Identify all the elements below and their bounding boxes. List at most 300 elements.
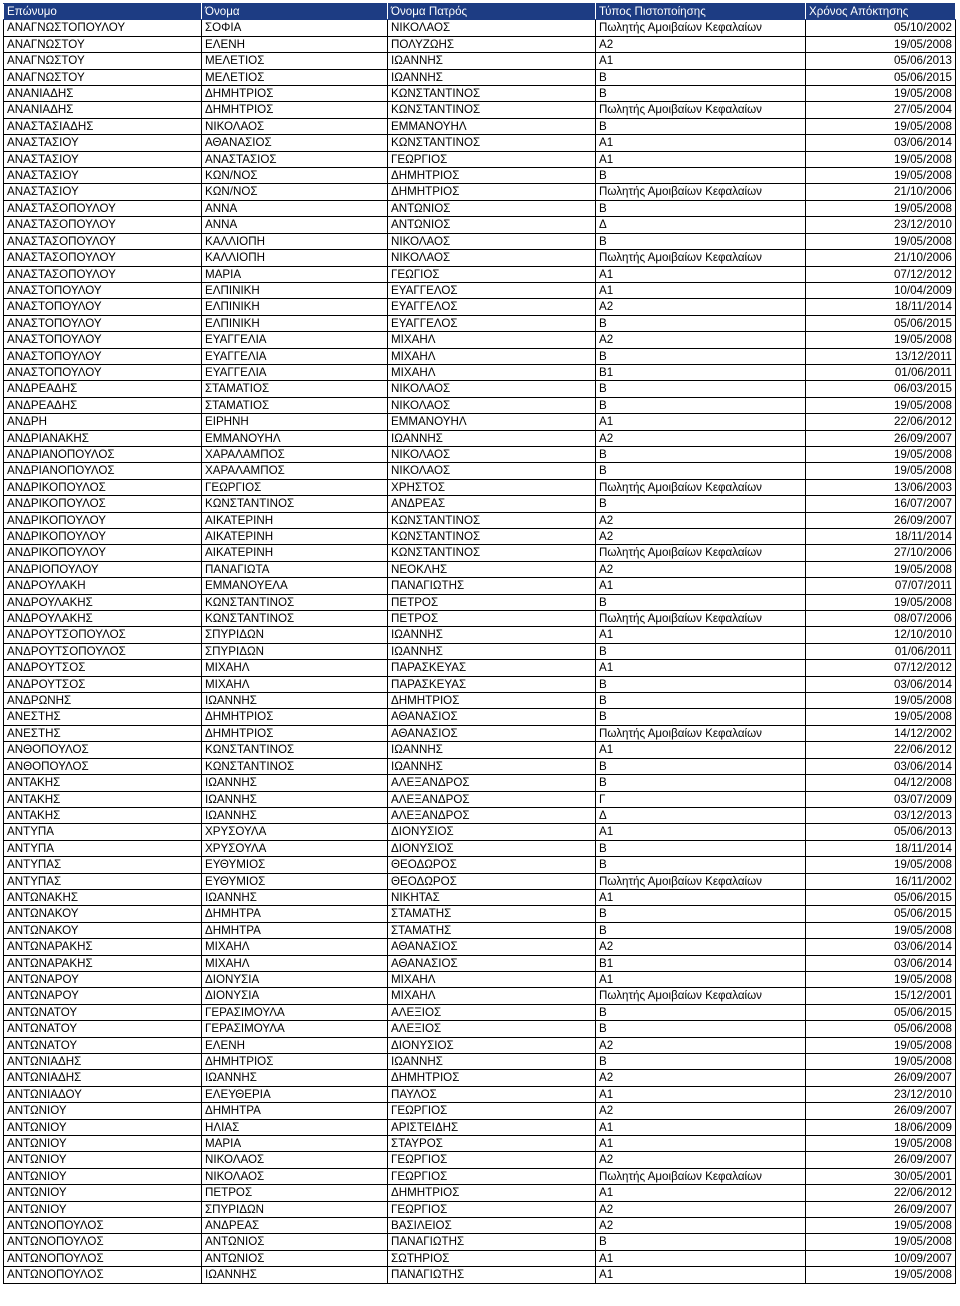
first-name-cell: ΙΩΑΝΝΗΣ [202,791,388,807]
father-name-cell: ΣΩΤΗΡΙΟΣ [388,1250,596,1266]
acquisition-date-cell: 06/03/2015 [806,381,956,397]
surname-cell: ΑΝΑΓΝΩΣΤΟΥ [4,69,202,85]
acquisition-date-cell: 19/05/2008 [806,1234,956,1250]
first-name-cell: ΕΙΡΗΝΗ [202,414,388,430]
father-name-cell: ΑΝΤΩΝΙΟΣ [388,217,596,233]
surname-cell: ΑΝΤΥΠΑ [4,824,202,840]
acquisition-date-cell: 07/07/2011 [806,578,956,594]
acquisition-date-cell: 19/05/2008 [806,971,956,987]
acquisition-date-cell: 03/07/2009 [806,791,956,807]
father-name-cell: ΝΙΚΟΛΑΟΣ [388,250,596,266]
surname-cell: ΑΝΤΩΝΑΚΗΣ [4,889,202,905]
father-name-cell: ΕΜΜΑΝΟΥΗΛ [388,414,596,430]
acquisition-date-cell: 19/05/2008 [806,118,956,134]
father-name-cell: ΝΕΟΚΛΗΣ [388,561,596,577]
column-header-father-name: Όνομα Πατρός [388,4,596,20]
acquisition-date-cell: 03/12/2013 [806,807,956,823]
father-name-cell: ΑΛΕΞΑΝΔΡΟΣ [388,775,596,791]
surname-cell: ΑΝΤΥΠΑΣ [4,857,202,873]
acquisition-date-cell: 19/05/2008 [806,922,956,938]
surname-cell: ΑΝΔΡΟΥΛΑΚΗΣ [4,611,202,627]
first-name-cell: ΕΥΘΥΜΙΟΣ [202,857,388,873]
table-row [4,151,956,167]
certification-type-cell: Α2 [596,1218,806,1234]
table-body [4,20,956,1283]
acquisition-date-cell: 03/06/2014 [806,955,956,971]
surname-cell: ΑΝΤΩΝΑΤΟΥ [4,1021,202,1037]
father-name-cell: ΓΕΩΡΓΙΟΣ [388,1168,596,1184]
table-row [4,20,956,36]
first-name-cell: ΕΥΑΓΓΕΛΙΑ [202,364,388,380]
father-name-cell: ΙΩΑΝΝΗΣ [388,627,596,643]
father-name-cell: ΧΡΗΣΤΟΣ [388,479,596,495]
first-name-cell: ΗΛΙΑΣ [202,1119,388,1135]
father-name-cell: ΝΙΚΟΛΑΟΣ [388,381,596,397]
father-name-cell: ΑΝΤΩΝΙΟΣ [388,200,596,216]
father-name-cell: ΑΛΕΞΙΟΣ [388,1004,596,1020]
father-name-cell: ΜΙΧΑΗΛ [388,348,596,364]
first-name-cell: ΧΡΥΣΟΥΛΑ [202,840,388,856]
surname-cell: ΑΝΤΩΝΙΑΔΟΥ [4,1086,202,1102]
surname-cell: ΑΝΤΩΝΑΤΟΥ [4,1037,202,1053]
acquisition-date-cell: 19/05/2008 [806,463,956,479]
column-header-acquisition-date: Χρόνος Απόκτησης [806,4,956,20]
father-name-cell: ΝΙΚΟΛΑΟΣ [388,397,596,413]
certification-type-cell: Α1 [596,627,806,643]
father-name-cell: ΙΩΑΝΝΗΣ [388,430,596,446]
acquisition-date-cell: 19/05/2008 [806,233,956,249]
surname-cell: ΑΝΑΣΤΑΣΙΟΥ [4,151,202,167]
certification-type-cell: Β [596,397,806,413]
surname-cell: ΑΝΑΓΝΩΣΤΟΠΟΥΛΟΥ [4,20,202,36]
father-name-cell: ΜΙΧΑΗΛ [388,971,596,987]
father-name-cell: ΠΑΝΑΓΙΩΤΗΣ [388,1267,596,1283]
table-row [4,561,956,577]
acquisition-date-cell: 05/06/2013 [806,824,956,840]
father-name-cell: ΑΛΕΞΙΟΣ [388,1021,596,1037]
table-row [4,807,956,823]
surname-cell: ΑΝΤΑΚΗΣ [4,807,202,823]
certification-type-cell: Α2 [596,939,806,955]
table-row [4,233,956,249]
surname-cell: ΑΝΔΡΟΥΛΑΚΗ [4,578,202,594]
father-name-cell: ΣΤΑΥΡΟΣ [388,1136,596,1152]
acquisition-date-cell: 19/05/2008 [806,397,956,413]
acquisition-date-cell: 16/11/2002 [806,873,956,889]
first-name-cell: ΚΑΛΛΙΟΠΗ [202,233,388,249]
surname-cell: ΑΝΑΣΤΑΣΟΠΟΥΛΟΥ [4,200,202,216]
certification-type-cell: Β [596,168,806,184]
table-row [4,69,956,85]
table-row [4,86,956,102]
first-name-cell: ΚΩΝΣΤΑΝΤΙΝΟΣ [202,742,388,758]
acquisition-date-cell: 19/05/2008 [806,1267,956,1283]
surname-cell: ΑΝΤΩΝΑΡΟΥ [4,971,202,987]
certification-type-cell: Α1 [596,824,806,840]
acquisition-date-cell: 08/07/2006 [806,611,956,627]
acquisition-date-cell: 03/06/2014 [806,939,956,955]
acquisition-date-cell: 19/05/2008 [806,1218,956,1234]
acquisition-date-cell: 19/05/2008 [806,561,956,577]
certification-type-cell: Α2 [596,332,806,348]
acquisition-date-cell: 07/12/2012 [806,266,956,282]
acquisition-date-cell: 15/12/2001 [806,988,956,1004]
father-name-cell: ΔΙΟΝΥΣΙΟΣ [388,824,596,840]
certification-type-cell: Β [596,922,806,938]
first-name-cell: ΔΗΜΗΤΡΑ [202,906,388,922]
acquisition-date-cell: 05/06/2015 [806,889,956,905]
father-name-cell: ΙΩΑΝΝΗΣ [388,1054,596,1070]
certification-type-cell: Α1 [596,1119,806,1135]
father-name-cell: ΠΟΛΥΖΩΗΣ [388,36,596,52]
table-row [4,299,956,315]
certification-table [3,3,956,1284]
first-name-cell: ΑΙΚΑΤΕΡΙΝΗ [202,512,388,528]
surname-cell: ΑΝΔΡΙΟΠΟΥΛΟΥ [4,561,202,577]
first-name-cell: ΕΛΕΝΗ [202,1037,388,1053]
table-row [4,282,956,298]
table-row [4,922,956,938]
surname-cell: ΑΝΔΡΙΚΟΠΟΥΛΟΥ [4,545,202,561]
father-name-cell: ΙΩΑΝΝΗΣ [388,53,596,69]
first-name-cell: ΜΑΡΙΑ [202,266,388,282]
father-name-cell: ΘΕΟΔΩΡΟΣ [388,873,596,889]
surname-cell: ΑΝΤΩΝΟΠΟΥΛΟΣ [4,1234,202,1250]
certification-type-cell: Πωλητής Αμοιβαίων Κεφαλαίων [596,545,806,561]
father-name-cell: ΚΩΝΣΤΑΝΤΙΝΟΣ [388,545,596,561]
father-name-cell: ΣΤΑΜΑΤΗΣ [388,906,596,922]
father-name-cell: ΘΕΟΔΩΡΟΣ [388,857,596,873]
table-row [4,791,956,807]
table-row [4,889,956,905]
certification-type-cell: Β [596,463,806,479]
acquisition-date-cell: 21/10/2006 [806,184,956,200]
first-name-cell: ΣΟΦΙΑ [202,20,388,36]
first-name-cell: ΝΙΚΟΛΑΟΣ [202,118,388,134]
surname-cell: ΑΝΔΡΙΑΝΟΠΟΥΛΟΣ [4,446,202,462]
table-row [4,463,956,479]
certification-type-cell: Α1 [596,1086,806,1102]
surname-cell: ΑΝΤΩΝΙΟΥ [4,1201,202,1217]
first-name-cell: ΑΝΔΡΕΑΣ [202,1218,388,1234]
acquisition-date-cell: 16/07/2007 [806,496,956,512]
father-name-cell: ΠΑΥΛΟΣ [388,1086,596,1102]
acquisition-date-cell: 19/05/2008 [806,693,956,709]
certification-type-cell: Πωλητής Αμοιβαίων Κεφαλαίων [596,873,806,889]
certification-type-cell: Β [596,200,806,216]
surname-cell: ΑΝΤΩΝΑΚΟΥ [4,922,202,938]
surname-cell: ΑΝΤΩΝΙΟΥ [4,1168,202,1184]
certification-type-cell: Α1 [596,660,806,676]
father-name-cell: ΚΩΝΣΤΑΝΤΙΝΟΣ [388,512,596,528]
certification-type-cell: Πωλητής Αμοιβαίων Κεφαλαίων [596,250,806,266]
certification-type-cell: Β [596,775,806,791]
surname-cell: ΑΝΤΩΝΙΟΥ [4,1103,202,1119]
father-name-cell: ΣΤΑΜΑΤΗΣ [388,922,596,938]
father-name-cell: ΑΘΑΝΑΣΙΟΣ [388,955,596,971]
surname-cell: ΑΝΔΡΟΥΤΣΟΠΟΥΛΟΣ [4,643,202,659]
table-row [4,627,956,643]
first-name-cell: ΙΩΑΝΝΗΣ [202,1070,388,1086]
acquisition-date-cell: 19/05/2008 [806,1136,956,1152]
table-row [4,1070,956,1086]
first-name-cell: ΑΙΚΑΤΕΡΙΝΗ [202,545,388,561]
header-row [4,4,956,20]
first-name-cell: ΧΡΥΣΟΥΛΑ [202,824,388,840]
table-row [4,184,956,200]
table-row [4,118,956,134]
certification-type-cell: Α2 [596,529,806,545]
table-row [4,545,956,561]
certification-type-cell: Α2 [596,1201,806,1217]
surname-cell: ΑΝΔΡΩΝΗΣ [4,693,202,709]
surname-cell: ΑΝΤΩΝΟΠΟΥΛΟΣ [4,1250,202,1266]
first-name-cell: ΜΙΧΑΗΛ [202,660,388,676]
certification-type-cell: Β [596,86,806,102]
first-name-cell: ΣΠΥΡΙΔΩΝ [202,627,388,643]
acquisition-date-cell: 26/09/2007 [806,430,956,446]
first-name-cell: ΑΝΤΩΝΙΟΣ [202,1234,388,1250]
table-row [4,496,956,512]
first-name-cell: ΕΜΜΑΝΟΥΕΛΑ [202,578,388,594]
first-name-cell: ΧΑΡΑΛΑΜΠΟΣ [202,463,388,479]
table-row [4,1185,956,1201]
surname-cell: ΑΝΑΣΤΑΣΟΠΟΥΛΟΥ [4,217,202,233]
acquisition-date-cell: 19/05/2008 [806,86,956,102]
column-header-certification-type: Τύπος Πιστοποίησης [596,4,806,20]
first-name-cell: ΝΙΚΟΛΑΟΣ [202,1152,388,1168]
father-name-cell: ΔΗΜΗΤΡΙΟΣ [388,693,596,709]
acquisition-date-cell: 19/05/2008 [806,594,956,610]
first-name-cell: ΜΕΛΕΤΙΟΣ [202,69,388,85]
father-name-cell: ΑΘΑΝΑΣΙΟΣ [388,939,596,955]
surname-cell: ΑΝΑΣΤΑΣΙΟΥ [4,135,202,151]
father-name-cell: ΑΘΑΝΑΣΙΟΣ [388,709,596,725]
surname-cell: ΑΝΕΣΤΗΣ [4,709,202,725]
certification-type-cell: Β [596,381,806,397]
father-name-cell: ΚΩΝΣΤΑΝΤΙΝΟΣ [388,86,596,102]
certification-type-cell: Πωλητής Αμοιβαίων Κεφαλαίων [596,102,806,118]
table-row [4,955,956,971]
father-name-cell: ΠΑΝΑΓΙΩΤΗΣ [388,1234,596,1250]
surname-cell: ΑΝΑΣΤΟΠΟΥΛΟΥ [4,282,202,298]
table-row [4,643,956,659]
table-row [4,1250,956,1266]
certification-type-cell: Β1 [596,364,806,380]
certification-type-cell: Α1 [596,151,806,167]
certification-type-cell: Β [596,118,806,134]
acquisition-date-cell: 19/05/2008 [806,168,956,184]
table-row [4,53,956,69]
surname-cell: ΑΝΑΣΤΟΠΟΥΛΟΥ [4,364,202,380]
father-name-cell: ΠΑΝΑΓΙΩΤΗΣ [388,578,596,594]
certification-type-cell: Β [596,446,806,462]
father-name-cell: ΑΘΑΝΑΣΙΟΣ [388,725,596,741]
acquisition-date-cell: 19/05/2008 [806,446,956,462]
certification-type-cell: Πωλητής Αμοιβαίων Κεφαλαίων [596,1168,806,1184]
surname-cell: ΑΝΕΣΤΗΣ [4,725,202,741]
father-name-cell: ΜΙΧΑΗΛ [388,364,596,380]
table-row [4,135,956,151]
surname-cell: ΑΝΑΣΤΑΣΙΑΔΗΣ [4,118,202,134]
certification-type-cell: Β [596,758,806,774]
first-name-cell: ΕΜΜΑΝΟΥΗΛ [202,430,388,446]
first-name-cell: ΚΩΝ/ΝΟΣ [202,184,388,200]
first-name-cell: ΜΕΛΕΤΙΟΣ [202,53,388,69]
surname-cell: ΑΝΤΩΝΙΟΥ [4,1152,202,1168]
first-name-cell: ΑΝΝΑ [202,217,388,233]
first-name-cell: ΔΙΟΝΥΣΙΑ [202,988,388,1004]
acquisition-date-cell: 01/06/2011 [806,364,956,380]
certification-type-cell: Α2 [596,299,806,315]
acquisition-date-cell: 07/12/2012 [806,660,956,676]
father-name-cell: ΓΕΩΓΙΟΣ [388,266,596,282]
first-name-cell: ΑΘΑΝΑΣΙΟΣ [202,135,388,151]
certification-type-cell: Α1 [596,53,806,69]
first-name-cell: ΑΝΝΑ [202,200,388,216]
father-name-cell: ΕΜΜΑΝΟΥΗΛ [388,118,596,134]
certification-type-cell: Δ [596,807,806,823]
certification-type-cell: Α1 [596,578,806,594]
acquisition-date-cell: 26/09/2007 [806,1070,956,1086]
table-row [4,1218,956,1234]
first-name-cell: ΝΙΚΟΛΑΟΣ [202,1168,388,1184]
acquisition-date-cell: 22/06/2012 [806,742,956,758]
first-name-cell: ΚΩΝΣΤΑΝΤΙΝΟΣ [202,594,388,610]
table-row [4,315,956,331]
acquisition-date-cell: 18/11/2014 [806,299,956,315]
table-row [4,332,956,348]
table-row [4,594,956,610]
certification-type-cell: Πωλητής Αμοιβαίων Κεφαλαίων [596,611,806,627]
certification-type-cell: Β [596,643,806,659]
father-name-cell: ΒΑΣΙΛΕΙΟΣ [388,1218,596,1234]
table-row [4,529,956,545]
table-row [4,414,956,430]
acquisition-date-cell: 19/05/2008 [806,709,956,725]
first-name-cell: ΔΗΜΗΤΡΙΟΣ [202,1054,388,1070]
father-name-cell: ΑΛΕΞΑΝΔΡΟΣ [388,791,596,807]
table-row [4,266,956,282]
first-name-cell: ΕΛΠΙΝΙΚΗ [202,299,388,315]
father-name-cell: ΚΩΝΣΤΑΝΤΙΝΟΣ [388,102,596,118]
table-row [4,709,956,725]
father-name-cell: ΜΙΧΑΗΛ [388,988,596,1004]
father-name-cell: ΝΙΚΗΤΑΣ [388,889,596,905]
first-name-cell: ΑΝΤΩΝΙΟΣ [202,1250,388,1266]
acquisition-date-cell: 04/12/2008 [806,775,956,791]
surname-cell: ΑΝΤΩΝΑΚΟΥ [4,906,202,922]
first-name-cell: ΑΙΚΑΤΕΡΙΝΗ [202,529,388,545]
surname-cell: ΑΝΤΩΝΙΟΥ [4,1136,202,1152]
certification-type-cell: Α1 [596,414,806,430]
surname-cell: ΑΝΤΩΝΑΡΑΚΗΣ [4,939,202,955]
table-row [4,1234,956,1250]
surname-cell: ΑΝΑΣΤΑΣΟΠΟΥΛΟΥ [4,233,202,249]
father-name-cell: ΠΕΤΡΟΣ [388,611,596,627]
first-name-cell: ΠΕΤΡΟΣ [202,1185,388,1201]
certification-type-cell: Α1 [596,742,806,758]
first-name-cell: ΙΩΑΝΝΗΣ [202,889,388,905]
table-row [4,397,956,413]
acquisition-date-cell: 27/05/2004 [806,102,956,118]
father-name-cell: ΙΩΑΝΝΗΣ [388,643,596,659]
table-row [4,446,956,462]
father-name-cell: ΔΗΜΗΤΡΙΟΣ [388,1070,596,1086]
table-row [4,1004,956,1020]
first-name-cell: ΔΗΜΗΤΡΙΟΣ [202,86,388,102]
first-name-cell: ΧΑΡΑΛΑΜΠΟΣ [202,446,388,462]
first-name-cell: ΕΛΠΙΝΙΚΗ [202,282,388,298]
father-name-cell: ΕΥΑΓΓΕΛΟΣ [388,315,596,331]
first-name-cell: ΕΛΠΙΝΙΚΗ [202,315,388,331]
first-name-cell: ΜΑΡΙΑ [202,1136,388,1152]
first-name-cell: ΓΕΩΡΓΙΟΣ [202,479,388,495]
table-row [4,364,956,380]
certification-type-cell: Β [596,709,806,725]
father-name-cell: ΚΩΝΣΤΑΝΤΙΝΟΣ [388,529,596,545]
certification-type-cell: Πωλητής Αμοιβαίων Κεφαλαίων [596,479,806,495]
acquisition-date-cell: 10/04/2009 [806,282,956,298]
first-name-cell: ΙΩΑΝΝΗΣ [202,807,388,823]
certification-type-cell: Α2 [596,1152,806,1168]
first-name-cell: ΕΥΑΓΓΕΛΙΑ [202,332,388,348]
surname-cell: ΑΝΔΡΗ [4,414,202,430]
table-row [4,1267,956,1283]
certification-type-cell: Α1 [596,135,806,151]
certification-type-cell: Β [596,857,806,873]
acquisition-date-cell: 03/06/2014 [806,676,956,692]
surname-cell: ΑΝΑΣΤΟΠΟΥΛΟΥ [4,348,202,364]
surname-cell: ΑΝΑΣΤΟΠΟΥΛΟΥ [4,299,202,315]
table-header [4,4,956,20]
table-row [4,939,956,955]
father-name-cell: ΙΩΑΝΝΗΣ [388,758,596,774]
certification-type-cell: Γ [596,791,806,807]
certification-type-cell: Β1 [596,955,806,971]
table-row [4,824,956,840]
table-row [4,725,956,741]
certification-type-cell: Β [596,233,806,249]
first-name-cell: ΕΥΑΓΓΕΛΙΑ [202,348,388,364]
acquisition-date-cell: 27/10/2006 [806,545,956,561]
certification-type-cell: Α2 [596,1037,806,1053]
acquisition-date-cell: 22/06/2012 [806,414,956,430]
table-row [4,36,956,52]
father-name-cell: ΔΙΟΝΥΣΙΟΣ [388,840,596,856]
father-name-cell: ΙΩΑΝΝΗΣ [388,742,596,758]
surname-cell: ΑΝΤΩΝΙΟΥ [4,1185,202,1201]
surname-cell: ΑΝΤΩΝΑΡΟΥ [4,988,202,1004]
table-row [4,1054,956,1070]
father-name-cell: ΔΙΟΝΥΣΙΟΣ [388,1037,596,1053]
surname-cell: ΑΝΔΡΕΑΔΗΣ [4,397,202,413]
table-row [4,1168,956,1184]
table-row [4,873,956,889]
father-name-cell: ΑΡΙΣΤΕΙΔΗΣ [388,1119,596,1135]
certification-type-cell: Α2 [596,430,806,446]
certification-type-cell: Α2 [596,1070,806,1086]
table-row [4,758,956,774]
table-row [4,512,956,528]
first-name-cell: ΙΩΑΝΝΗΣ [202,693,388,709]
acquisition-date-cell: 19/05/2008 [806,151,956,167]
first-name-cell: ΑΝΑΣΤΑΣΙΟΣ [202,151,388,167]
table-row [4,742,956,758]
acquisition-date-cell: 21/10/2006 [806,250,956,266]
certification-type-cell: Πωλητής Αμοιβαίων Κεφαλαίων [596,20,806,36]
certification-type-cell: Β [596,1234,806,1250]
